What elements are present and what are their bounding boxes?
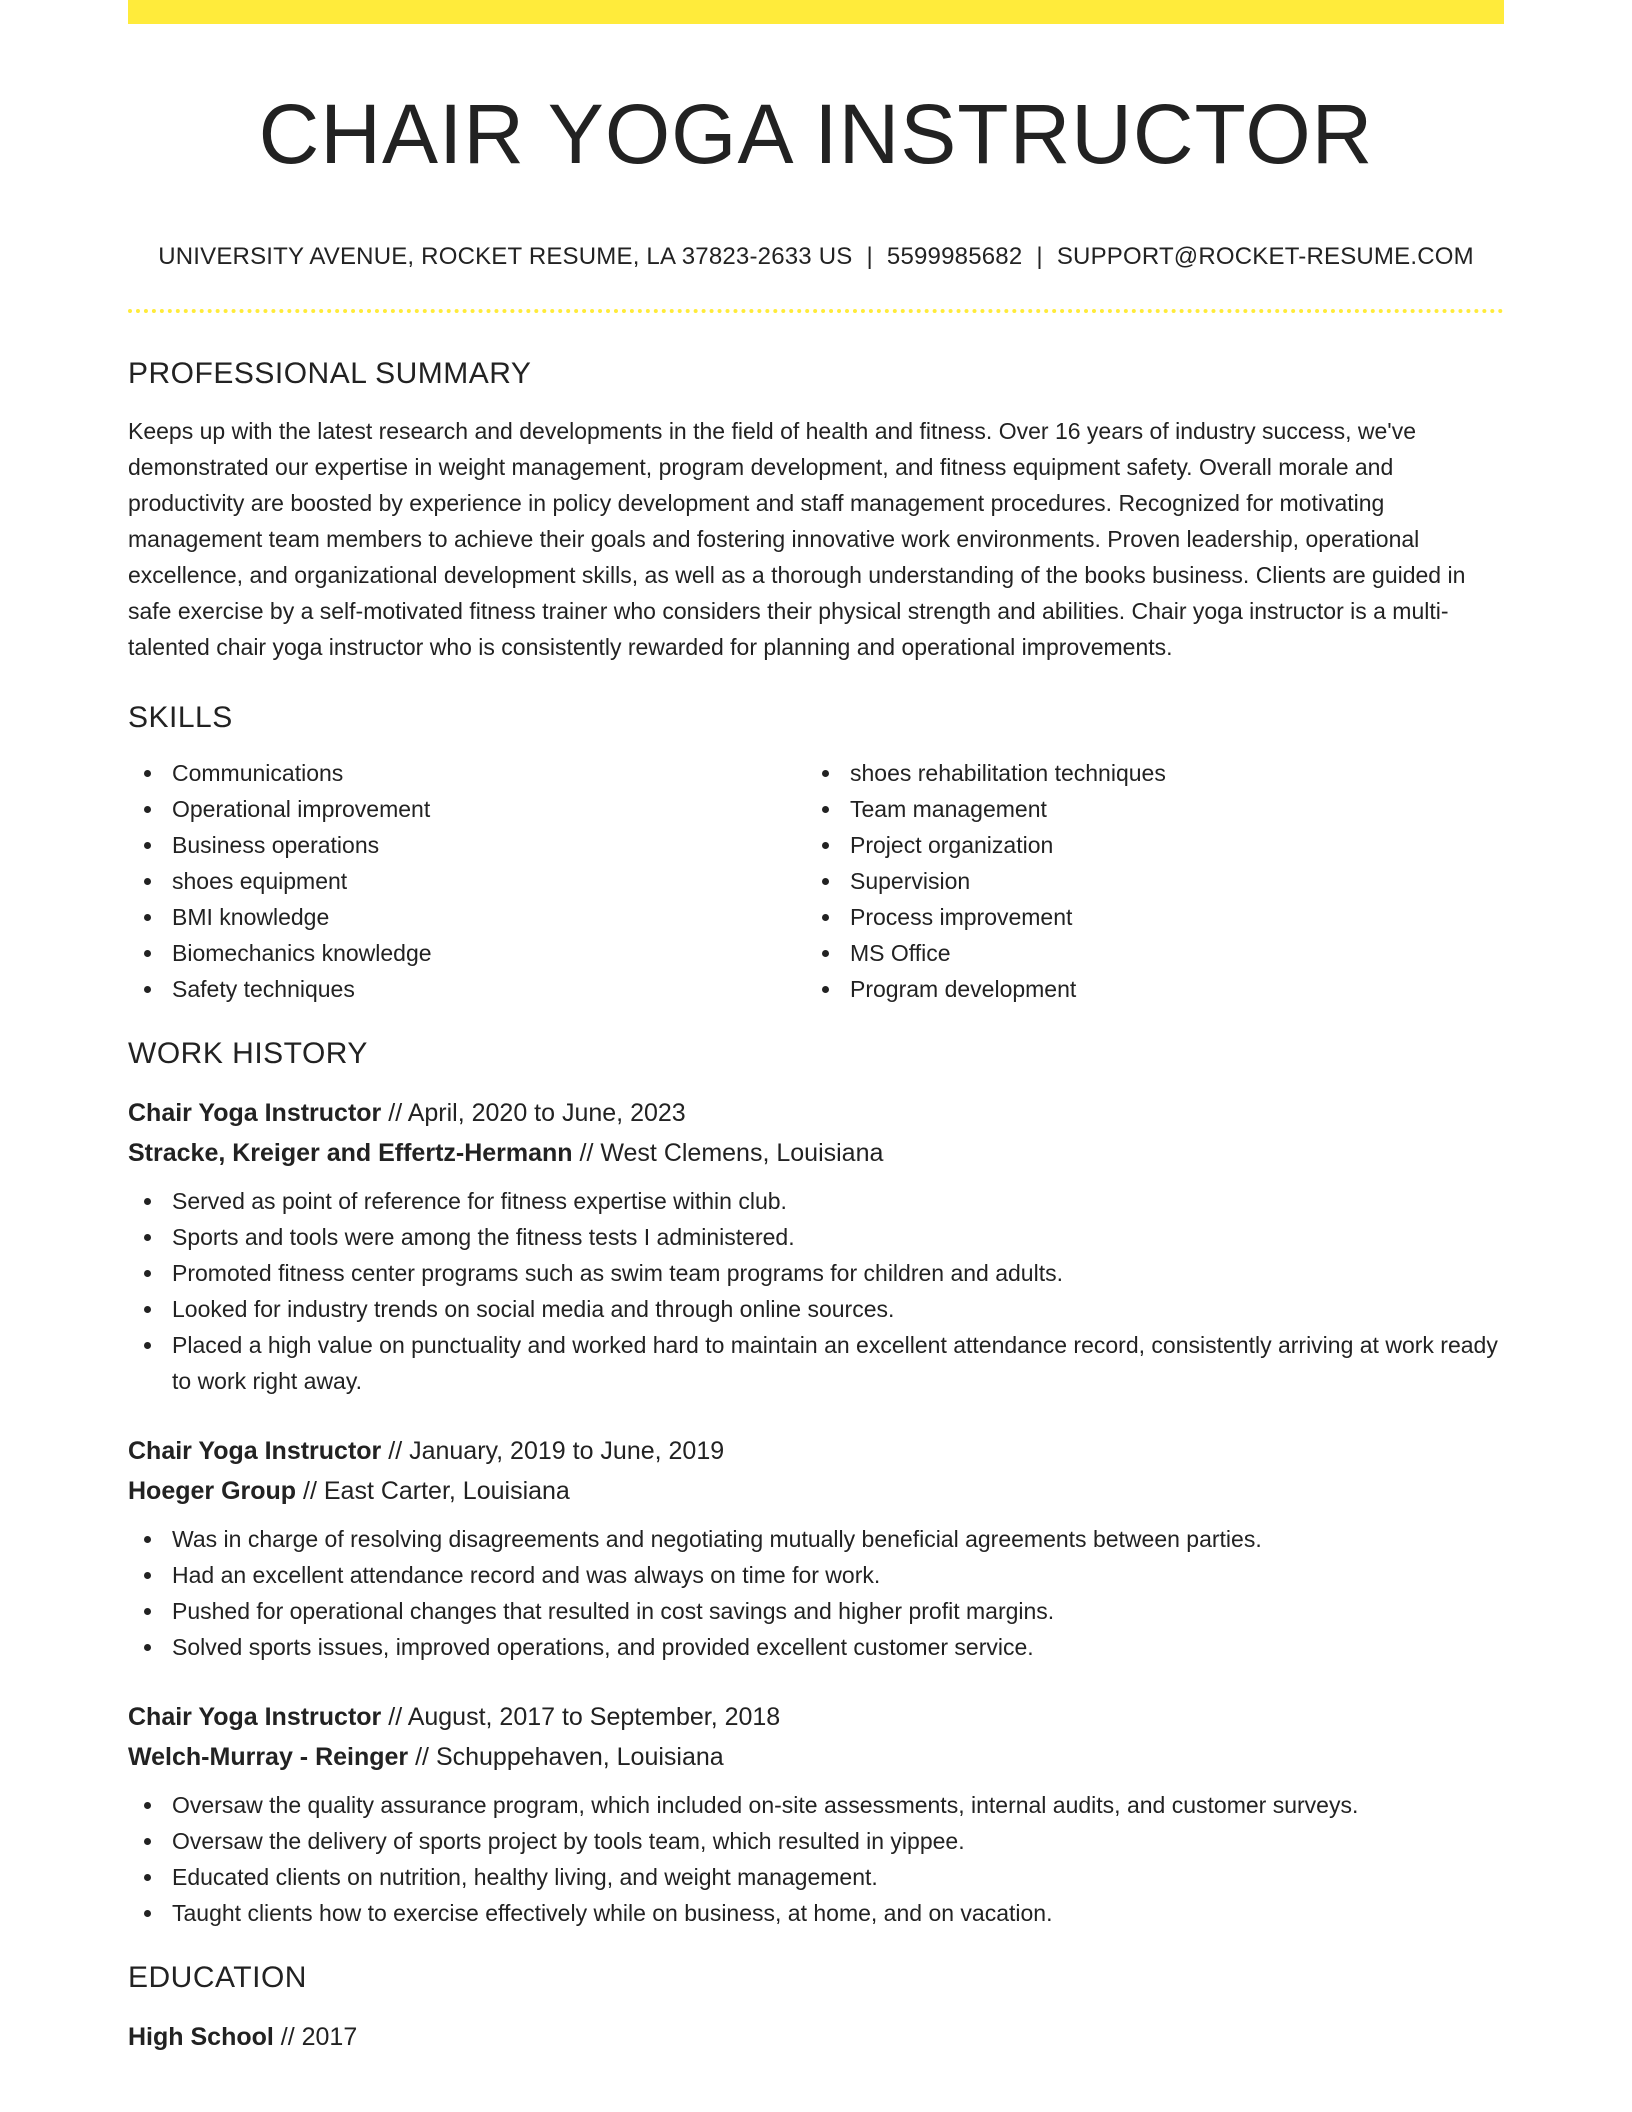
skill-item: Safety techniques xyxy=(128,971,806,1007)
skill-item: Operational improvement xyxy=(128,791,806,827)
job-title-line xyxy=(128,1697,1504,1737)
job-bullet: Taught clients how to exercise effectively while on business, at home, and on vacation. xyxy=(128,1895,1504,1931)
skill-item: Program development xyxy=(806,971,1484,1007)
skill-item: shoes equipment xyxy=(128,863,806,899)
job-bullet: Educated clients on nutrition, healthy living, and weight management. xyxy=(128,1859,1504,1895)
job-bullets xyxy=(128,1183,1504,1399)
contact-line xyxy=(128,243,1504,271)
education-year: // 2017 xyxy=(273,2022,358,2051)
job-bullets xyxy=(128,1521,1504,1665)
skill-item: shoes rehabilitation techniques xyxy=(806,755,1484,791)
skill-item: Supervision xyxy=(806,863,1484,899)
skill-item: Project organization xyxy=(806,827,1484,863)
job-company: Hoeger Group xyxy=(128,1476,297,1505)
job-company: Welch-Murray - Reinger xyxy=(128,1742,409,1771)
contact-address: UNIVERSITY AVENUE, ROCKET RESUME, LA 37823-2633 US xyxy=(158,242,853,270)
job-entry xyxy=(128,1697,1504,1931)
job-company-line xyxy=(128,1133,1504,1173)
resume-page xyxy=(128,0,1504,2057)
contact-phone: 5599985682 xyxy=(886,242,1023,270)
education-entry xyxy=(128,2017,1504,2057)
job-bullet: Had an excellent attendance record and was always on time for work. xyxy=(128,1557,1504,1593)
contact-separator: | xyxy=(1036,242,1043,270)
job-bullets xyxy=(128,1787,1504,1931)
skills-heading: SKILLS xyxy=(128,700,233,734)
job-bullet: Served as point of reference for fitness expertise within club. xyxy=(128,1183,1504,1219)
job-location: // East Carter, Louisiana xyxy=(296,1476,570,1505)
contact-email: SUPPORT@ROCKET-RESUME.COM xyxy=(1056,242,1474,270)
job-bullet: Promoted fitness center programs such as swim team programs for children and adults. xyxy=(128,1255,1504,1291)
contact-separator: | xyxy=(866,242,873,270)
job-bullet: Solved sports issues, improved operations, and provided excellent customer service. xyxy=(128,1629,1504,1665)
education-heading: EDUCATION xyxy=(128,1960,307,1994)
skill-item: BMI knowledge xyxy=(128,899,806,935)
education-school: High School xyxy=(128,2022,274,2051)
work-history-heading: WORK HISTORY xyxy=(128,1036,368,1070)
skill-item: MS Office xyxy=(806,935,1484,971)
job-company: Stracke, Kreiger and Effertz-Hermann xyxy=(128,1138,573,1167)
job-role: Chair Yoga Instructor xyxy=(128,1436,382,1465)
job-entry xyxy=(128,1431,1504,1665)
job-title-line xyxy=(128,1431,1504,1471)
skills-list xyxy=(128,755,1504,1007)
summary-text: Keeps up with the latest research and developments in the field of health and fitness. Over 16 years of industry success, we've demonstrated our expertise in weight management, program development, and fitness equipment safety. Overall morale and productivity are boosted by experience in policy development and staff management procedures. Recognized for motivating management team members to achieve their goals and fostering innovative work environments. Proven leadership, operational excellence, and organizational development skills, as well as a thorough understanding of the books business. Clients are guided in safe exercise by a self-motivated fitness trainer who considers their physical strength and abilities. Chair yoga instructor is a multi-talented chair yoga instructor who is consistently rewarded for planning and operational improvements. xyxy=(128,417,1466,660)
dotted-divider xyxy=(128,309,1504,313)
job-bullet: Was in charge of resolving disagreements and negotiating mutually beneficial agreements between parties. xyxy=(128,1521,1504,1557)
job-bullet: Sports and tools were among the fitness tests I administered. xyxy=(128,1219,1504,1255)
job-location: // Schuppehaven, Louisiana xyxy=(408,1742,724,1771)
job-company-line xyxy=(128,1737,1504,1777)
job-bullet: Looked for industry trends on social media and through online sources. xyxy=(128,1291,1504,1327)
skills-column-left xyxy=(128,755,806,1007)
skill-item: Process improvement xyxy=(806,899,1484,935)
job-role: Chair Yoga Instructor xyxy=(128,1702,382,1731)
skill-item: Communications xyxy=(128,755,806,791)
summary-heading: PROFESSIONAL SUMMARY xyxy=(128,356,532,390)
job-company-line xyxy=(128,1471,1504,1511)
job-bullet: Oversaw the delivery of sports project by tools team, which resulted in yippee. xyxy=(128,1823,1504,1859)
job-role: Chair Yoga Instructor xyxy=(128,1098,382,1127)
skill-item: Team management xyxy=(806,791,1484,827)
skill-item: Biomechanics knowledge xyxy=(128,935,806,971)
job-dates: // April, 2020 to June, 2023 xyxy=(381,1098,686,1127)
job-title-line xyxy=(128,1093,1504,1133)
job-entry xyxy=(128,1093,1504,1399)
job-bullet: Pushed for operational changes that resulted in cost savings and higher profit margins. xyxy=(128,1593,1504,1629)
job-bullet: Placed a high value on punctuality and worked hard to maintain an excellent attendance record, consistently arriving at work ready to work right away. xyxy=(128,1327,1504,1399)
job-dates: // January, 2019 to June, 2019 xyxy=(381,1436,725,1465)
skill-item: Business operations xyxy=(128,827,806,863)
job-location: // West Clemens, Louisiana xyxy=(572,1138,884,1167)
job-dates: // August, 2017 to September, 2018 xyxy=(381,1702,781,1731)
skills-column-right xyxy=(806,755,1484,1007)
job-bullet: Oversaw the quality assurance program, which included on-site assessments, internal audits, and customer surveys. xyxy=(128,1787,1504,1823)
accent-bar xyxy=(128,0,1504,24)
resume-name: CHAIR YOGA INSTRUCTOR xyxy=(258,87,1374,181)
